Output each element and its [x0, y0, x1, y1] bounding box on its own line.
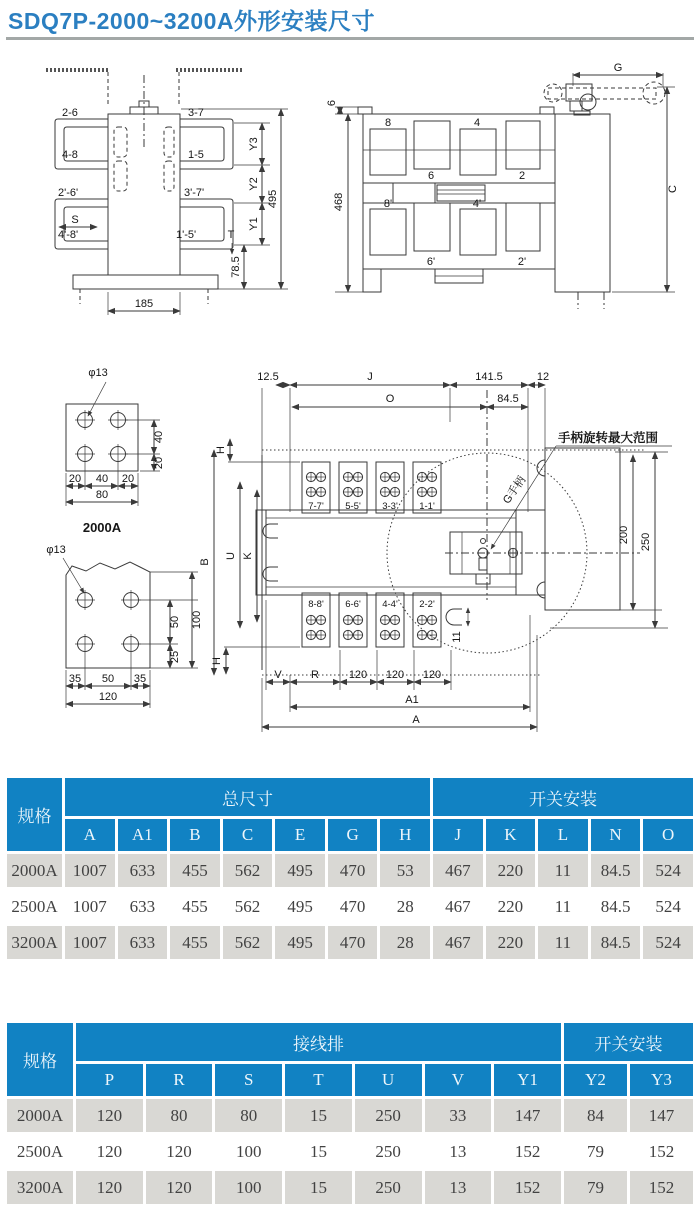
col-header: A1 [118, 819, 168, 851]
terminal-label: 1'-5' [176, 229, 197, 241]
dim-35a: 35 [68, 673, 82, 685]
dim-y3: Y3 [248, 137, 260, 151]
cell: 84.5 [600, 896, 631, 916]
terminal-label: 3-7 [188, 107, 204, 119]
cell: 524 [643, 854, 693, 887]
block-label: 3-3' [382, 501, 398, 512]
cell: 79 [564, 1171, 627, 1204]
dim-y2: Y2 [248, 177, 260, 191]
cell: 147 [630, 1099, 693, 1132]
dim-g: G [613, 62, 623, 74]
side-view-linework [46, 70, 288, 315]
drawing-mounting-plates [18, 360, 218, 760]
block-label: 5-5' [345, 501, 361, 512]
table-row [7, 1135, 693, 1168]
dim-20: 20 [153, 456, 165, 470]
cell: 524 [643, 926, 693, 959]
cell: 120 [96, 1141, 123, 1161]
dim-80: 80 [95, 489, 109, 501]
cell: 1007 [65, 854, 115, 887]
dim-200: 200 [618, 525, 630, 545]
pole-label: 8 [384, 117, 392, 129]
cell: 15 [285, 1171, 352, 1204]
title-rule [6, 37, 694, 40]
dim-b: B [199, 558, 211, 566]
table-row [7, 890, 693, 923]
cell: 53 [380, 854, 430, 887]
top-view-labels [199, 371, 659, 726]
cell: 524 [655, 896, 681, 916]
terminal-label: 3'-7' [184, 187, 205, 199]
dim-40: 40 [153, 430, 165, 444]
dim-r: R [311, 669, 319, 681]
spec-column-header: 规格 [7, 1023, 73, 1096]
spec-cell: 2500A [11, 896, 58, 916]
block-label: 2-2' [419, 599, 435, 610]
cell: 15 [285, 1099, 352, 1132]
drawing-top-view [200, 360, 700, 760]
dim-6: 6 [326, 99, 338, 107]
cell: 84.5 [591, 854, 641, 887]
dim-s: S [71, 214, 79, 226]
col-header: H [380, 819, 430, 851]
spec-cell: 3200A [7, 1171, 73, 1204]
terminal-label: 4-8 [62, 149, 78, 161]
terminal-label: 2-6 [62, 107, 78, 119]
dim-120b: 120 [385, 669, 405, 681]
cell: 562 [223, 926, 273, 959]
cell: 84.5 [591, 926, 641, 959]
group-header-switch-mounting: 开关安装 [564, 1023, 693, 1061]
dim-h-top: H [215, 446, 227, 454]
cell: 80 [215, 1099, 282, 1132]
dim-t: T [227, 229, 235, 241]
cell: 633 [129, 896, 156, 916]
block-label: 4-4' [382, 599, 398, 610]
table-row [7, 926, 693, 959]
plate-2000a-labels [69, 367, 165, 535]
group-header-overall-size: 总尺寸 [65, 778, 430, 816]
block-label: 1-1' [419, 501, 435, 512]
dim-h-bottom: H [211, 657, 223, 665]
col-header: G [328, 819, 378, 851]
front-view-linework [335, 73, 675, 309]
dim-141-5: 141.5 [475, 371, 503, 383]
dim-a1: A1 [405, 694, 419, 706]
cell: 152 [514, 1141, 541, 1161]
col-header: K [486, 819, 536, 851]
cell: 84 [564, 1099, 627, 1132]
col-header: N [591, 819, 641, 851]
pole-label: 6 [427, 170, 435, 182]
cell: 28 [396, 896, 414, 916]
spec-cell: 2000A [7, 1099, 73, 1132]
col-header: Y1 [494, 1064, 561, 1096]
cell: 79 [587, 1141, 604, 1161]
side-view-labels [58, 107, 279, 310]
drawing-front-view [325, 57, 697, 337]
spec-cell: 2000A [7, 854, 62, 887]
cell: 11 [538, 854, 588, 887]
cell: 633 [118, 854, 168, 887]
cell: 100 [236, 1141, 262, 1161]
dim-250: 250 [640, 532, 652, 552]
cell: 467 [433, 854, 483, 887]
pole-label: 4 [473, 117, 481, 129]
dim-y1: Y1 [248, 217, 260, 231]
col-header: A [65, 819, 115, 851]
dim-185: 185 [134, 298, 154, 310]
cell: 495 [275, 926, 325, 959]
overall-dimensions-table [4, 775, 696, 962]
dim-78-5: 78.5 [230, 256, 242, 278]
cell: 467 [445, 896, 471, 916]
cell: 250 [355, 1171, 422, 1204]
dim-120a: 120 [348, 669, 368, 681]
dim-40b: 40 [95, 473, 109, 485]
handle-rotation-annotation: 手柄旋转最大范围 [558, 431, 659, 445]
cell: 250 [375, 1141, 401, 1161]
cell: 33 [425, 1099, 492, 1132]
col-header: V [425, 1064, 492, 1096]
spec-cell: 3200A [7, 926, 62, 959]
pole-label: 6' [426, 256, 436, 268]
drawing-side-view [18, 57, 320, 337]
dim-120c: 120 [422, 669, 442, 681]
cell: 470 [339, 896, 366, 916]
cell: 470 [328, 854, 378, 887]
dim-u: U [225, 552, 237, 560]
cell: 562 [223, 854, 273, 887]
group-header-busbar: 接线排 [76, 1023, 561, 1061]
table-row [7, 1171, 693, 1204]
dim-468: 468 [333, 192, 345, 212]
cell: 495 [275, 854, 325, 887]
dim-100: 100 [191, 610, 203, 630]
cell: 220 [497, 896, 524, 916]
cell: 120 [76, 1099, 143, 1132]
dim-50: 50 [169, 615, 181, 629]
terminal-label: 2'-6' [58, 187, 79, 199]
pole-label: 2 [518, 170, 526, 182]
cell: 120 [166, 1141, 192, 1161]
dim-k: K [242, 552, 254, 560]
col-header: J [433, 819, 483, 851]
dim-o: O [385, 393, 395, 405]
cell: 152 [630, 1171, 693, 1204]
cell: 470 [328, 926, 378, 959]
dim-a: A [412, 714, 420, 726]
dim-84-5: 84.5 [497, 393, 519, 405]
cell: 11 [554, 896, 572, 916]
cell: 633 [118, 926, 168, 959]
dim-35b: 35 [133, 673, 147, 685]
dim-j: J [367, 371, 373, 383]
col-header: R [146, 1064, 213, 1096]
cell: 120 [146, 1171, 213, 1204]
dim-25: 25 [169, 650, 181, 664]
terminal-label: 1-5 [188, 149, 204, 161]
plate-large-linework [63, 558, 198, 708]
cell: 1007 [65, 926, 115, 959]
dim-v: V [274, 669, 282, 681]
plate-large-labels [46, 544, 203, 703]
table-row [7, 1099, 693, 1132]
terminal-label: 4'-8' [58, 229, 79, 241]
cell: 152 [648, 1141, 675, 1161]
dim-50b: 50 [101, 673, 115, 685]
dim-11: 11 [451, 631, 463, 643]
cell: 467 [433, 926, 483, 959]
cell: 13 [425, 1171, 492, 1204]
cell: 455 [182, 896, 208, 916]
busbar-dimensions-table [4, 1020, 696, 1207]
col-header: C [223, 819, 273, 851]
cell: 495 [287, 896, 313, 916]
cell: 15 [309, 1141, 327, 1161]
cell: 220 [486, 926, 536, 959]
block-label: 7-7' [308, 501, 324, 512]
cell: 100 [215, 1171, 282, 1204]
hole-dia-label: φ13 [88, 367, 108, 379]
col-header: Y3 [630, 1064, 693, 1096]
cell: 147 [494, 1099, 561, 1132]
col-header: P [76, 1064, 143, 1096]
group-header-switch-mounting: 开关安装 [433, 778, 693, 816]
cell: 455 [170, 854, 220, 887]
cell: 220 [486, 854, 536, 887]
pole-label: 2' [517, 256, 527, 268]
table-row [7, 854, 693, 887]
spec-cell: 2500A [16, 1141, 64, 1161]
col-header: T [285, 1064, 352, 1096]
col-header: E [275, 819, 325, 851]
cell: 562 [234, 896, 261, 916]
handle-g-label: G手柄 [500, 474, 529, 507]
cell: 28 [380, 926, 430, 959]
dim-120: 120 [98, 691, 118, 703]
plate-caption: 2000A [82, 520, 122, 535]
hole-dia-label: φ13 [46, 544, 66, 556]
block-label: 6-6' [345, 599, 361, 610]
dim-20a: 20 [68, 473, 82, 485]
front-view-labels [326, 62, 679, 268]
col-header: L [538, 819, 588, 851]
col-header: O [643, 819, 693, 851]
block-label: 8-8' [308, 599, 324, 610]
dim-12-5: 12.5 [257, 371, 279, 383]
plate-2000a-linework [66, 382, 160, 506]
col-header: S [215, 1064, 282, 1096]
cell: 120 [76, 1171, 143, 1204]
col-header: Y2 [564, 1064, 627, 1096]
page-title: SDQ7P-2000~3200A外形安装尺寸 [8, 8, 376, 34]
cell: 455 [170, 926, 220, 959]
dim-12: 12 [536, 371, 550, 383]
col-header: U [355, 1064, 422, 1096]
dim-c: C [667, 185, 679, 193]
cell: 11 [538, 926, 588, 959]
cell: 1007 [72, 896, 107, 916]
cell: 250 [355, 1099, 422, 1132]
pole-label: 4' [472, 198, 482, 210]
dim-495: 495 [267, 189, 279, 209]
pole-label: 8' [383, 198, 393, 210]
cell: 13 [449, 1141, 467, 1161]
dim-20b: 20 [121, 473, 135, 485]
col-header: B [170, 819, 220, 851]
cell: 152 [494, 1171, 561, 1204]
cell: 80 [146, 1099, 213, 1132]
spec-column-header: 规格 [7, 778, 62, 851]
